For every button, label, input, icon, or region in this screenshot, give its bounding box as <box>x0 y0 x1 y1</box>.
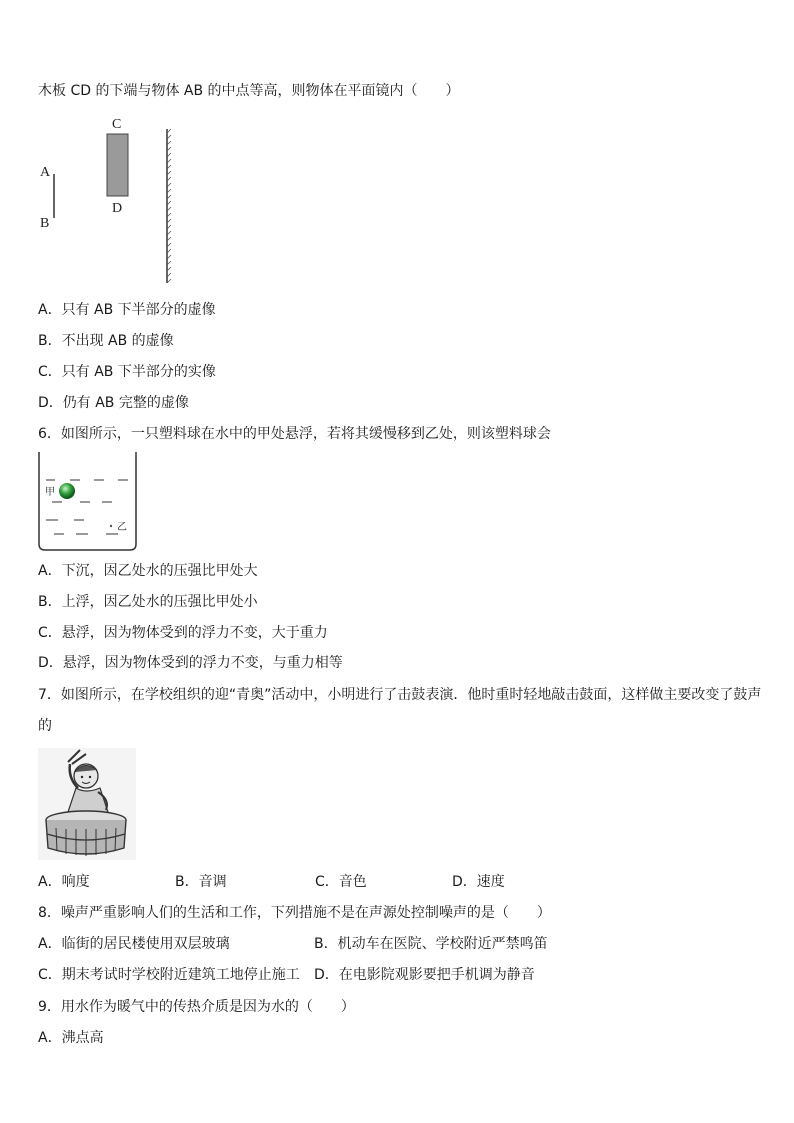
label-c: C <box>112 117 122 132</box>
label-a: A <box>40 165 51 180</box>
q5-option-d: D．仍有 AB 完整的虚像 <box>38 395 189 411</box>
q6-option-a: A．下沉，因乙处水的压强比甲处大 <box>38 563 258 579</box>
label-b: B <box>40 216 50 231</box>
label-yi: 乙 <box>117 522 127 533</box>
q7-drummer-figure <box>38 748 136 860</box>
q9-stem: 9．用水作为暖气中的传热介质是因为水的（ ） <box>38 999 355 1015</box>
container <box>39 452 136 550</box>
q8-option-d: D．在电影院观影要把手机调为静音 <box>314 967 535 983</box>
q7-option-d: D．速度 <box>452 874 505 890</box>
q9-option-a: A．沸点高 <box>38 1030 104 1046</box>
q6-option-d: D．悬浮，因为物体受到的浮力不变，与重力相等 <box>38 655 343 671</box>
q7-option-c: C．音色 <box>315 874 367 890</box>
water-lines <box>46 480 128 534</box>
q7-option-b: B．音调 <box>175 874 227 890</box>
q7-stem-line1: 7．如图所示，在学校组织的迎“青奥”活动中，小明进行了击鼓表演．他时重时轻地敲击鼓面，这样做主要改变了鼓声 <box>38 687 762 703</box>
q5-mirror-figure <box>36 112 186 287</box>
q5-stem: 木板 CD 的下端与物体 AB 的中点等高，则物体在平面镜内（ ） <box>38 83 460 99</box>
position-yi-dot <box>110 525 112 527</box>
q6-container-figure <box>36 450 140 554</box>
board-cd <box>107 134 128 196</box>
label-d: D <box>112 201 123 216</box>
q6-option-c: C．悬浮，因为物体受到的浮力不变，大于重力 <box>38 625 328 641</box>
q8-option-a: A．临街的居民楼使用双层玻璃 <box>38 936 230 952</box>
q8-option-c: C．期末考试时学校附近建筑工地停止施工 <box>38 967 300 983</box>
label-jia: 甲 <box>45 487 55 498</box>
q5-option-c: C．只有 AB 下半部分的实像 <box>38 364 216 380</box>
q6-option-b: B．上浮，因乙处水的压强比甲处小 <box>38 594 258 610</box>
plastic-ball <box>59 483 75 499</box>
q5-option-b: B．不出现 AB 的虚像 <box>38 333 174 349</box>
q7-stem-line2: 的 <box>38 718 52 734</box>
q7-option-a: A．响度 <box>38 874 90 890</box>
q8-stem: 8．噪声严重影响人们的生活和工作，下列措施不是在声源处控制噪声的是（ ） <box>38 905 551 921</box>
q5-option-a: A．只有 AB 下半部分的虚像 <box>38 302 216 318</box>
q8-option-b: B．机动车在医院、学校附近严禁鸣笛 <box>314 936 548 952</box>
q6-stem: 6．如图所示，一只塑料球在水中的甲处悬浮，若将其缓慢移到乙处，则该塑料球会 <box>38 426 551 442</box>
